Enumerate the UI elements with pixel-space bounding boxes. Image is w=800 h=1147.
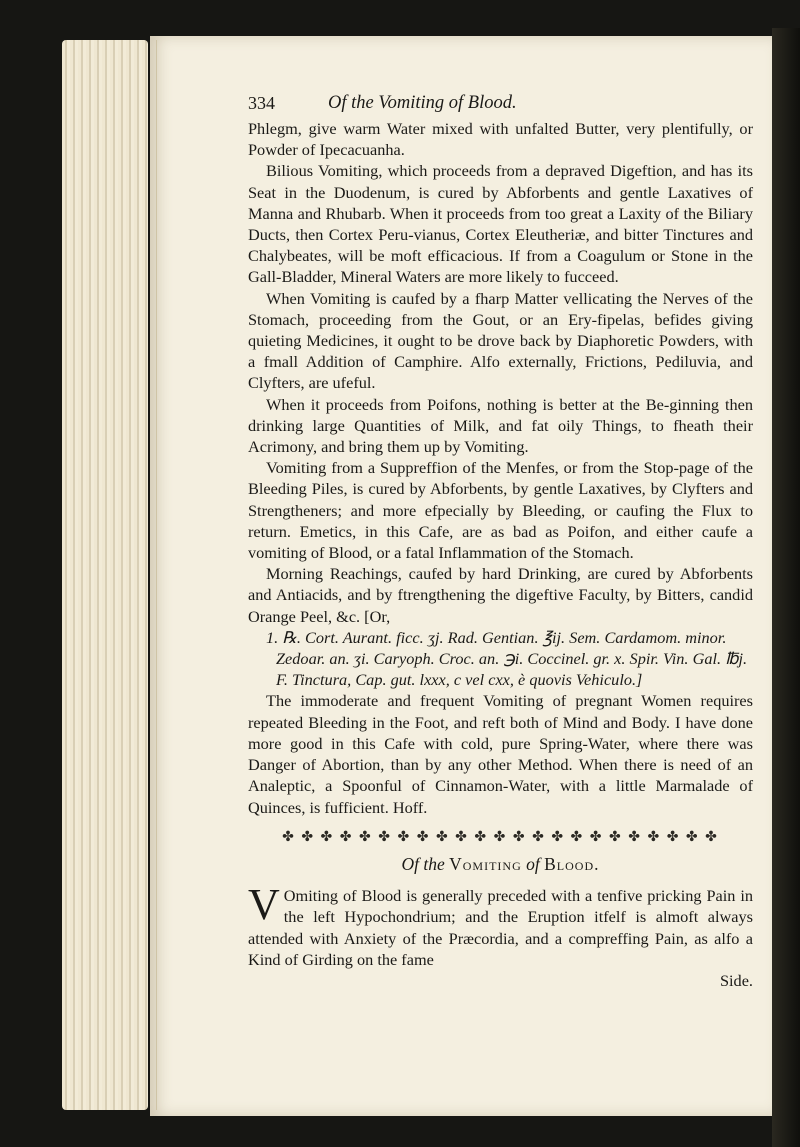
section-text: Omiting of Blood is generally preceded with a tenfive pricking Pain in the left Hypochondrium; and the Eruption itfelf is almoft always attended with Anxiety of the Præcordia, and a compreffing Pain, as alfo a Kind of Girding on the fame — [248, 886, 753, 969]
paragraph-3: When Vomiting is caufed by a fharp Matter vellicating the Nerves of the Stomach, proceeding from the Gout, or an Ery-fipelas, befides giving quieting Medicines, it ought to be drove back by Diaphoretic Powders, with a fmall Addition of Camphire. Alfo externally, Frictions, Pediluvia, and Clyfters, are ufeful. — [248, 288, 753, 393]
right-rim — [772, 28, 800, 1147]
ornament-rule: ✤ ✤ ✤ ✤ ✤ ✤ ✤ ✤ ✤ ✤ ✤ ✤ ✤ ✤ ✤ ✤ ✤ ✤ ✤ ✤ ✤ ✤ ✤ — [282, 829, 719, 845]
page-text — [248, 93, 753, 991]
page-number: 334 — [248, 93, 275, 113]
paragraph-4: When it proceeds from Poifons, nothing is better at the Be-ginning then drinking large Quantities of Milk, and fat oily Things, to fheath their Acrimony, and bring them up by Vomiting. — [248, 394, 753, 457]
paragraph-1: Phlegm, give warm Water mixed with unfalted Butter, very plentifully, or Powder of Ipecacuanha. — [248, 119, 753, 160]
paragraph-5: Vomiting from a Suppreffion of the Menfes, or from the Stop-page of the Bleeding Piles, is cured by Abforbents, by gentle Laxatives, by Clyfters and Strengtheners; and more efpecially by Bleeding, or caufing the Flux to return. Emetics, in this Cafe, are as bad as Poifon, and either caufe a vomiting of Blood, or a fatal Inflammation of the Stomach. — [248, 458, 753, 563]
drop-cap: V — [248, 880, 280, 930]
section-body — [248, 880, 753, 970]
paragraph-2: Bilious Vomiting, which proceeds from a depraved Digeftion, and has its Seat in the Duodenum, is cured by Abforbents and gentle Laxatives of Manna and Rhubarb. When it proceeds from too great a Laxity of the Biliary Ducts, then Cortex Peru-vianus, Cortex Eleutheriæ, and bitter Tinctures and Chalybeates, will be moft efficacious. If from a Coagulum or Stone in the Gall-Bladder, Mineral Waters are more likely to fucceed. — [248, 161, 753, 287]
section-title: Of the Vomiting of Blood. — [401, 853, 600, 874]
paragraph-7: The immoderate and frequent Vomiting of pregnant Women requires repeated Bleeding in the Foot, and reft both of Mind and Body. I have done more good in this Cafe with cold, pure Spring-Water, where there was Danger of Abortion, than by any other Method. When there is need of an Analeptic, a Spoonful of Cinnamon-Water, with a little Marmalade of Quinces, is fufficient. Hoff. — [248, 691, 753, 817]
running-title: Of the Vomiting of Blood. — [328, 93, 517, 113]
page-edges — [62, 40, 148, 1110]
page-header — [248, 93, 753, 117]
paragraph-6: Morning Reachings, caufed by hard Drinking, are cured by Abforbents and Antiacids, and by ftrengthening the digeftive Faculty, by Bitters, candid Orange Peel, &c. [Or, — [248, 564, 753, 626]
gutter-line — [156, 40, 157, 1110]
prescription: 1. ℞. Cort. Aurant. ficc. ʒj. Rad. Gentian. ℥ij. Sem. Cardamom. minor. Zedoar. an. ʒi. Caryoph. Croc. an. ℈i. Coccinel. gr. x. Spir. Vin. Gal. ℔j. F. Tinctura, Cap. gut. lxxx, c vel cxx, è quovis Vehiculo.] — [266, 627, 748, 690]
catchword: Side. — [719, 970, 753, 990]
